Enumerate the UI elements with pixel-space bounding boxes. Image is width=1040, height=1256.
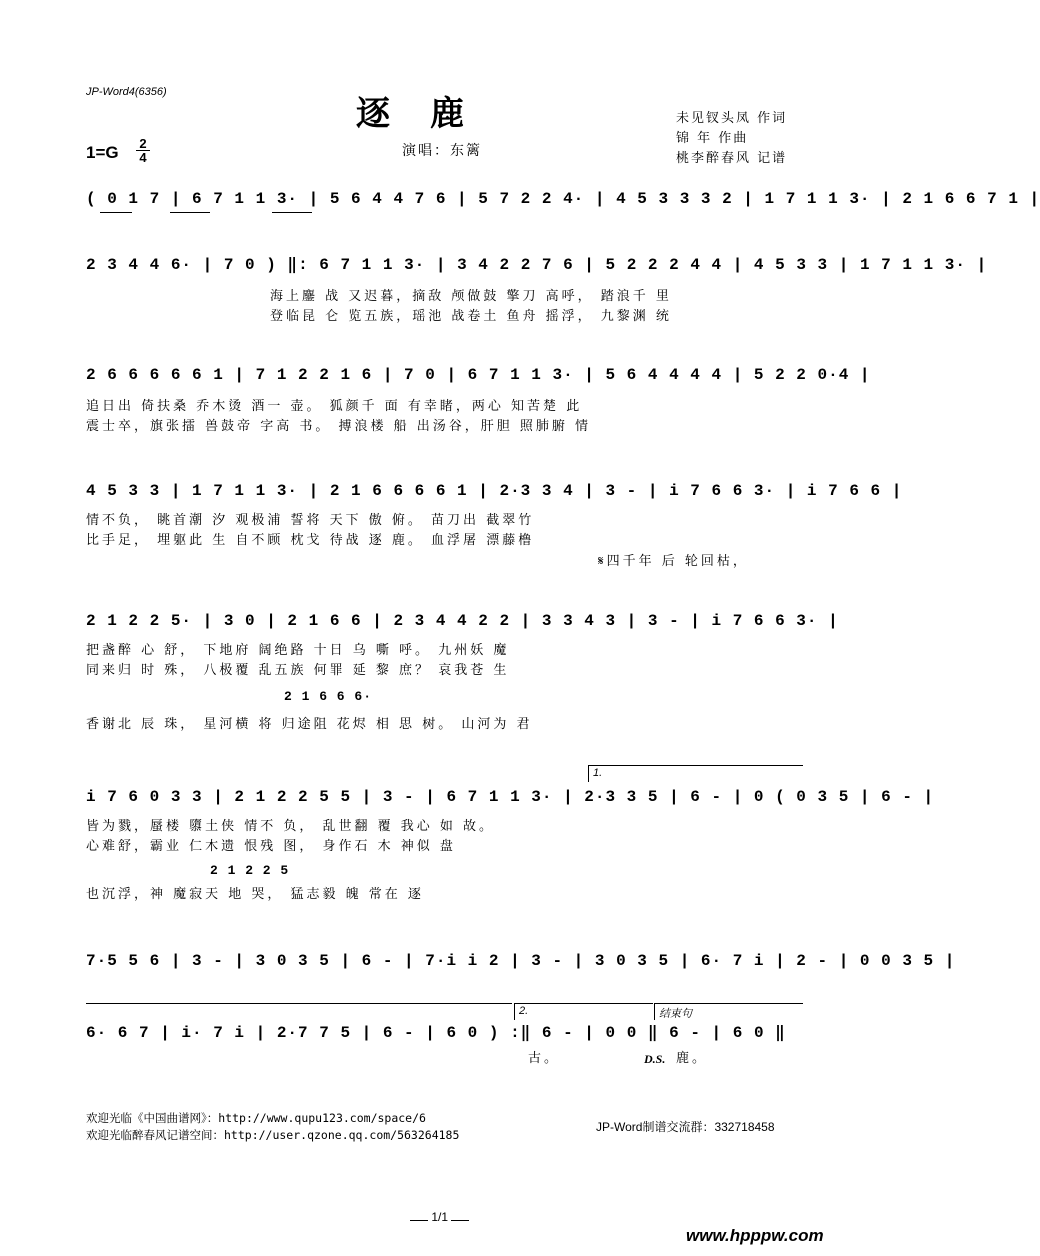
lyric-2-verse-1: 海上鏖 战 又迟暮，摘敌 颅做鼓 擎刀 高呼， 踏浪千 里: [270, 289, 672, 304]
notation-line-1: ( 0 1 7 | 6 7 1 1 3· | 5 6 4 4 7 6 | 5 7 2 2 4· | 4 5 3 3 3 2 | 1 7 1 1 3· | 2 1 6 6 7 1 |: [86, 190, 1040, 208]
notation-line-3: 2 6 6 6 6 6 1 | 7 1 2 2 1 6 | 7 0 | 6 7 1 1 3· | 5 6 4 4 4 4 | 5 2 2 0·4 |: [86, 366, 871, 384]
footer-link-qzone[interactable]: 欢迎光临醉春风记谱空间：http://user.qzone.qq.com/563264185: [86, 1128, 460, 1142]
lyric-8-gu: 古。: [528, 1051, 561, 1066]
notation-line-7: 7·5 5 6 | 3 - | 3 0 3 5 | 6 - | 7·i i 2 | 3 - | 3 0 3 5 | 6· 7 i | 2 - | 0 0 3 5 |: [86, 952, 956, 970]
lyric-5-verse-2: 同来归 时 殊， 八极覆 乱五族 何罪 延 黎 庶？ 哀我苍 生: [86, 663, 510, 678]
key-signature: [86, 143, 119, 163]
second-ending-bracket: 2.: [514, 1003, 653, 1020]
lyricist-credit: 未见钗头凤 作词: [676, 111, 788, 126]
song-title: 逐鹿: [356, 94, 504, 134]
time-signature: [136, 137, 150, 164]
footer-group: JP-Word制谱交流群：332718458: [596, 1120, 775, 1134]
footer-link-qupu[interactable]: 欢迎光临《中国曲谱网》：http://www.qupu123.com/space/6: [86, 1111, 426, 1125]
lyric-6-verse-3: 也沉浮，神 魔寂天 地 哭， 猛志毅 魄 常在 逐: [86, 887, 424, 902]
notation-line-8: 6· 6 7 | i· 7 i | 2·7 7 5 | 6 - | 6 0 ) :‖ 6 - | 0 0 ‖ 6 - | 6 0 ‖: [86, 1024, 786, 1042]
lyric-8-lu: 鹿。: [676, 1051, 709, 1066]
lyric-4-verse-2: 比手足， 埋躯此 生 自不顾 枕戈 待战 逐 鹿。 血浮屠 漂藤橹: [86, 533, 535, 548]
lyric-2-verse-2: 登临昆 仑 览五族，瑶池 战卷土 鱼舟 摇浮， 九黎渊 统: [270, 309, 672, 324]
lyric-4-verse-3: 𝄋四千年 后 轮回枯，: [598, 554, 749, 569]
lyric-3-verse-1: 追日出 倚扶桑 乔木烫 酒一 壶。 狐颜千 面 有幸睹，两心 知苦楚 此: [86, 399, 583, 414]
lyric-3-verse-2: 震士卒，旗张擂 兽鼓帝 字高 书。 搏浪楼 船 出汤谷，肝胆 照肺腑 情: [86, 419, 592, 434]
lyric-5-verse-1: 把盏醉 心 舒， 下地府 阔绝路 十日 乌 嘶 呼。 九州妖 魔: [86, 643, 510, 658]
time-bottom: 4: [139, 150, 147, 165]
notation-line-4: 4 5 3 3 | 1 7 1 1 3· | 2 1 6 6 6 6 1 | 2·3 3 4 | 3 - | i 7 6 6 3· | i 7 6 6 |: [86, 482, 903, 500]
first-ending-bracket: 1.: [588, 765, 803, 782]
lyric-4-verse-1: 情不负， 眺首潮 汐 观极浦 誓将 天下 傲 俯。 苗刀出 截翠竹: [86, 513, 535, 528]
lyric-5-verse-3: 香谢北 辰 珠， 星河横 将 归途阻 花烬 相 思 树。 山河为 君: [86, 717, 533, 732]
key-label: 1=G: [86, 143, 119, 162]
composer-credit: 锦 年 作曲: [676, 131, 749, 146]
transcriber-credit: 桃李醉春风 记谱: [676, 151, 788, 166]
first-ending-line: [86, 1003, 512, 1004]
time-top: 2: [139, 136, 147, 151]
ossia-line-5: 2 1 6 6 6·: [284, 689, 373, 704]
notation-line-2: 2 3 4 4 6· | 7 0 ) ‖: 6 7 1 1 3· | 3 4 2 2 7 6 | 5 2 2 2 4 4 | 4 5 3 3 | 1 7 1 1 3· |: [86, 256, 988, 274]
software-label: JP-Word4(6356): [86, 86, 167, 98]
lyric-6-verse-2: 心难舒，霸业 仁木遗 恨残 图， 身作石 木 神似 盘: [86, 839, 456, 854]
page-number: 1/1: [410, 1210, 469, 1224]
singer-credit: 演唱：东篱: [402, 143, 482, 159]
coda-bracket: 结束句: [654, 1003, 803, 1020]
site-watermark: www.hpppw.com: [686, 1226, 824, 1245]
ds-mark: D.S.: [644, 1052, 666, 1066]
notation-line-6: i 7 6 0 3 3 | 2 1 2 2 5 5 | 3 - | 6 7 1 1 3· | 2·3 3 5 | 6 - | 0 ( 0 3 5 | 6 - |: [86, 788, 935, 806]
ossia-line-6: 2 1 2 2 5: [210, 863, 290, 878]
lyric-6-verse-1: 皆为戮，蜃楼 隳土侠 情不 负， 乱世翻 覆 我心 如 故。: [86, 819, 496, 834]
notation-line-5: 2 1 2 2 5· | 3 0 | 2 1 6 6 | 2 3 4 4 2 2 | 3 3 4 3 | 3 - | i 7 6 6 3· |: [86, 612, 839, 630]
